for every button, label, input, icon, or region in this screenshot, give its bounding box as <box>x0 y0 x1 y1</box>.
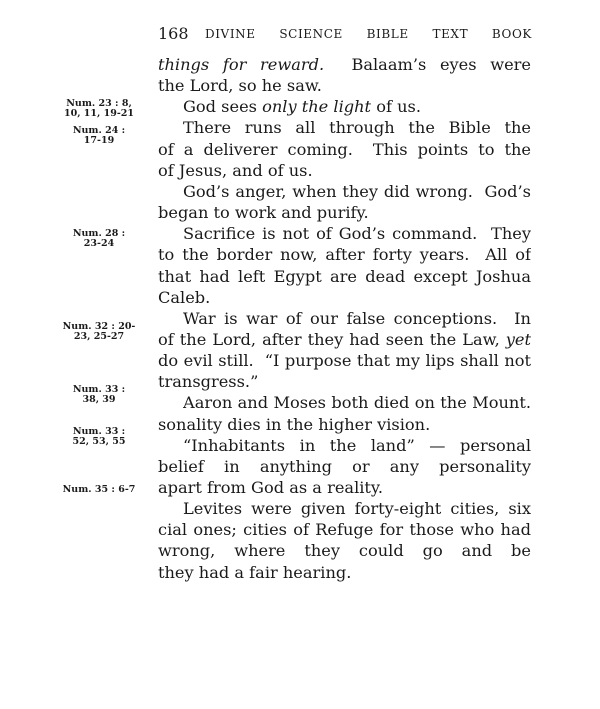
text-line <box>183 435 531 456</box>
text-segment: wrong, where they could go and be <box>158 541 531 561</box>
text-segment: God sees <box>183 97 263 117</box>
margin-reference <box>62 229 136 249</box>
text-line <box>158 139 531 160</box>
text-segment: of a deliverer coming. This points to the <box>158 139 531 159</box>
margin-reference <box>62 99 136 119</box>
text-segment: that had left Egypt are dead except Joshua <box>158 266 531 286</box>
text-segment: they had a fair hearing. <box>158 562 352 582</box>
text-line <box>183 223 531 244</box>
text-segment: sonality dies in the higher vision. <box>158 414 431 434</box>
text-line <box>158 287 531 308</box>
reference-line: 52, 53, 55 <box>72 436 126 447</box>
text-segment: to the border now, after forty years. All of <box>158 245 531 265</box>
text-line <box>183 181 531 202</box>
text-segment: cial ones; cities of Refuge for those who had <box>158 520 531 540</box>
italic-text: things for reward. <box>158 55 325 74</box>
text-line <box>158 350 531 371</box>
reference-line: Num. 24 : <box>72 125 126 136</box>
page-number: 168 <box>158 24 189 43</box>
text-segment: transgress.” <box>158 372 259 392</box>
italic-text: yet <box>505 329 531 349</box>
margin-reference <box>62 427 136 447</box>
text-segment: of us. <box>371 97 421 117</box>
text-segment: Sacrifice is not of God’s command. They <box>183 224 531 244</box>
text-segment: belief in anything or any personality <box>158 456 531 476</box>
text-segment: War is war of our false conceptions. In <box>183 308 531 328</box>
margin-reference <box>62 126 136 146</box>
reference-line: Num. 33 : <box>72 426 126 437</box>
reference-line: 38, 39 <box>82 394 116 405</box>
reference-line: 17-19 <box>83 135 115 146</box>
text-line <box>158 160 531 181</box>
text-segment: God’s anger, when they did wrong. God’s <box>183 181 531 201</box>
text-segment: There runs all through the Bible the <box>183 118 531 138</box>
text-line <box>158 562 531 583</box>
reference-line: 23, 25-27 <box>73 331 125 342</box>
text-line <box>158 202 531 223</box>
margin-reference <box>62 485 136 495</box>
reference-line: Num. 28 : <box>72 228 126 239</box>
text-segment: of the Lord, after they had seen the Law, <box>158 329 506 349</box>
text-line <box>158 266 531 287</box>
text-segment: Caleb. <box>158 287 211 307</box>
text-line <box>158 477 531 498</box>
text-line <box>158 540 531 561</box>
text-line <box>183 392 531 413</box>
text-segment: Levites were given forty-eight cities, six <box>183 499 531 519</box>
text-segment: do evil still. “I purpose that my lips shall not <box>158 351 531 371</box>
text-line <box>158 371 531 392</box>
text-line <box>158 75 531 96</box>
reference-line: Num. 32 : 20- <box>62 321 136 332</box>
text-line <box>183 117 531 138</box>
reference-line: 10, 11, 19-21 <box>63 108 135 119</box>
reference-line: Num. 23 : 8, <box>66 98 132 109</box>
text-line <box>158 519 531 540</box>
text-segment: Aaron and Moses both died on the Mount. <box>183 393 531 413</box>
text-segment: of Jesus, and of us. <box>158 160 313 180</box>
text-segment: Balaam’s eyes were <box>351 55 531 74</box>
text-line <box>183 498 531 519</box>
reference-line: Num. 35 : 6-7 <box>62 484 136 495</box>
text-segment: apart from God as a reality. <box>158 478 384 497</box>
text-line <box>158 329 531 350</box>
text-line <box>158 414 531 435</box>
text-line <box>158 456 531 477</box>
text-segment: the Lord, so he saw. <box>158 76 322 96</box>
text-line <box>183 308 531 329</box>
text-segment: “Inhabitants in the land” — personal <box>183 435 531 455</box>
text-line <box>158 244 531 265</box>
running-header: DIVINE SCIENCE BIBLE TEXT BOOK <box>205 27 532 41</box>
text-segment: began to work and purify. <box>158 203 369 223</box>
text-line <box>183 96 531 117</box>
margin-reference <box>62 385 136 405</box>
reference-line: Num. 33 : <box>72 384 126 395</box>
margin-reference <box>62 322 136 342</box>
italic-text: only the light <box>262 97 372 117</box>
text-line <box>158 54 531 75</box>
reference-line: 23-24 <box>83 238 115 249</box>
